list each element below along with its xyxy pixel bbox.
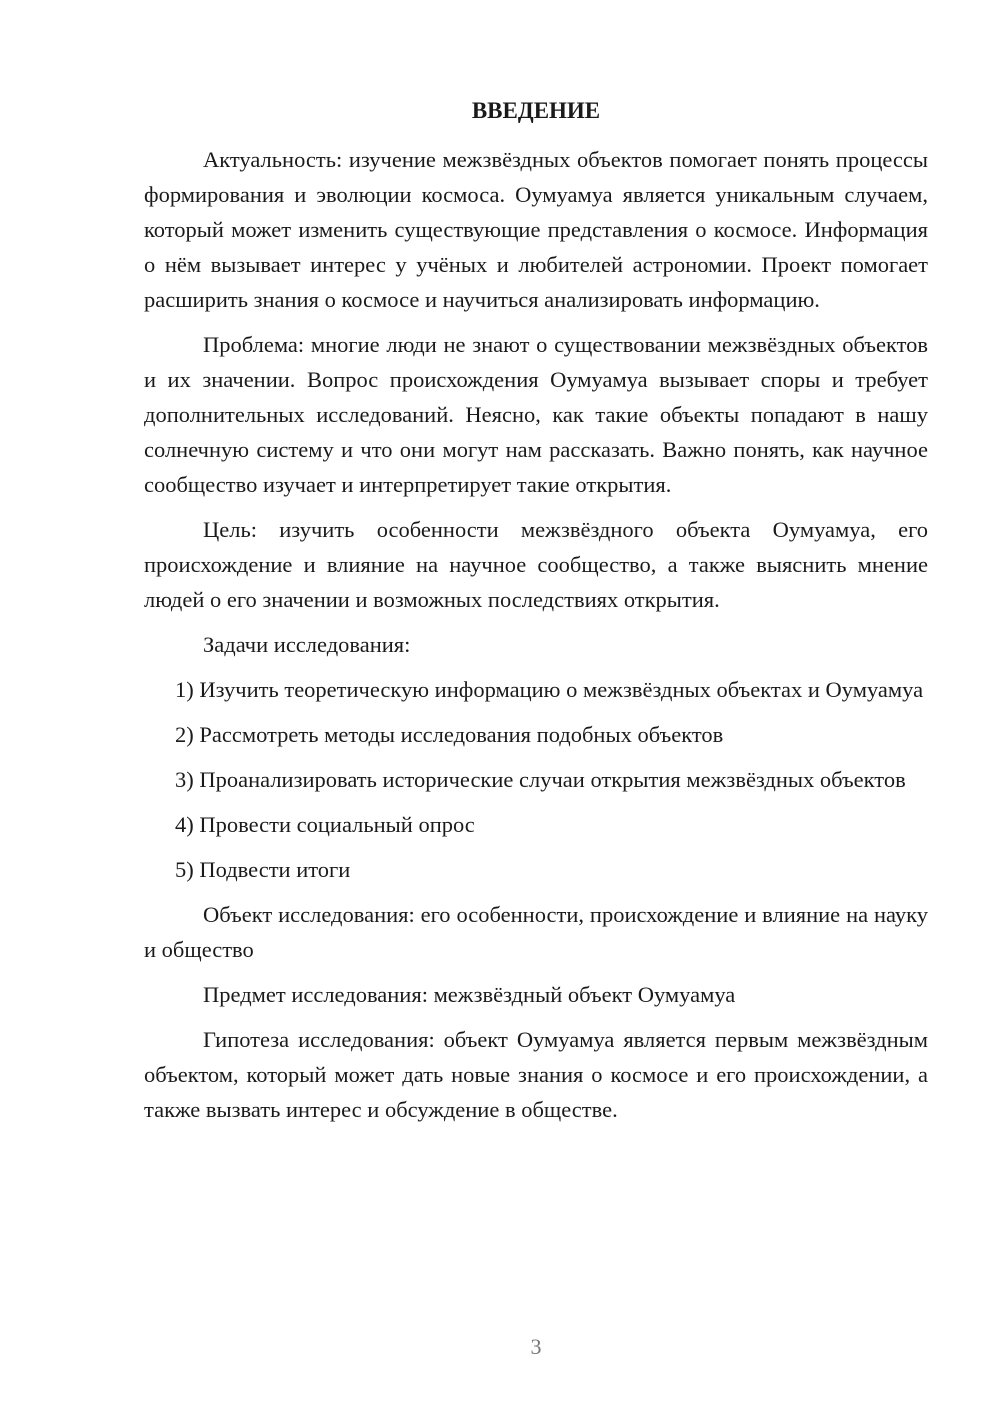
paragraph-research-subject: Предмет исследования: межзвёздный объект Оумуамуа	[203, 982, 736, 1007]
document-body	[144, 142, 928, 1137]
paragraph-relevance: Актуальность: изучение межзвёздных объектов помогает понять процессы формирования и эволюции космоса. Оумуамуа является уникальным случаем, который может изменить существующие представления о космосе. Информация о нём вызывает интерес у учёных и любителей астрономии. Проект помогает расширить знания о космосе и научиться анализировать информацию.	[144, 147, 928, 312]
paragraph-tasks-heading: Задачи исследования:	[203, 632, 411, 657]
task-item-5: 5) Подвести итоги	[175, 857, 351, 882]
document-page	[144, 0, 928, 1414]
page-number: 3	[530, 1334, 542, 1359]
paragraph-goal: Цель: изучить особенности межзвёздного объекта Оумуамуа, его происхождение и влияние на научное сообщество, а также выяснить мнение людей о его значении и возможных последствиях открытия.	[144, 517, 928, 612]
task-item-3: 3) Проанализировать исторические случаи открытия межзвёздных объектов	[175, 767, 906, 792]
task-item-2: 2) Рассмотреть методы исследования подобных объектов	[175, 722, 724, 747]
page-title: ВВЕДЕНИЕ	[471, 98, 601, 123]
paragraph-research-object: Объект исследования: его особенности, происхождение и влияние на науку и общество	[144, 902, 928, 962]
paragraph-hypothesis: Гипотеза исследования: объект Оумуамуа является первым межзвёздным объектом, который может дать новые знания о космосе и его происхождении, а также вызвать интерес и обсуждение в обществе.	[144, 1027, 928, 1122]
task-item-4: 4) Провести социальный опрос	[175, 812, 475, 837]
paragraph-problem: Проблема: многие люди не знают о существовании межзвёздных объектов и их значении. Вопрос происхождения Оумуамуа вызывает споры и требует дополнительных исследований. Неясно, как такие объекты попадают в нашу солнечную систему и что они могут нам рассказать. Важно понять, как научное сообщество изучает и интерпретирует такие открытия.	[144, 332, 928, 497]
task-item-1: 1) Изучить теоретическую информацию о межзвёздных объектах и Оумуамуа	[175, 677, 924, 702]
